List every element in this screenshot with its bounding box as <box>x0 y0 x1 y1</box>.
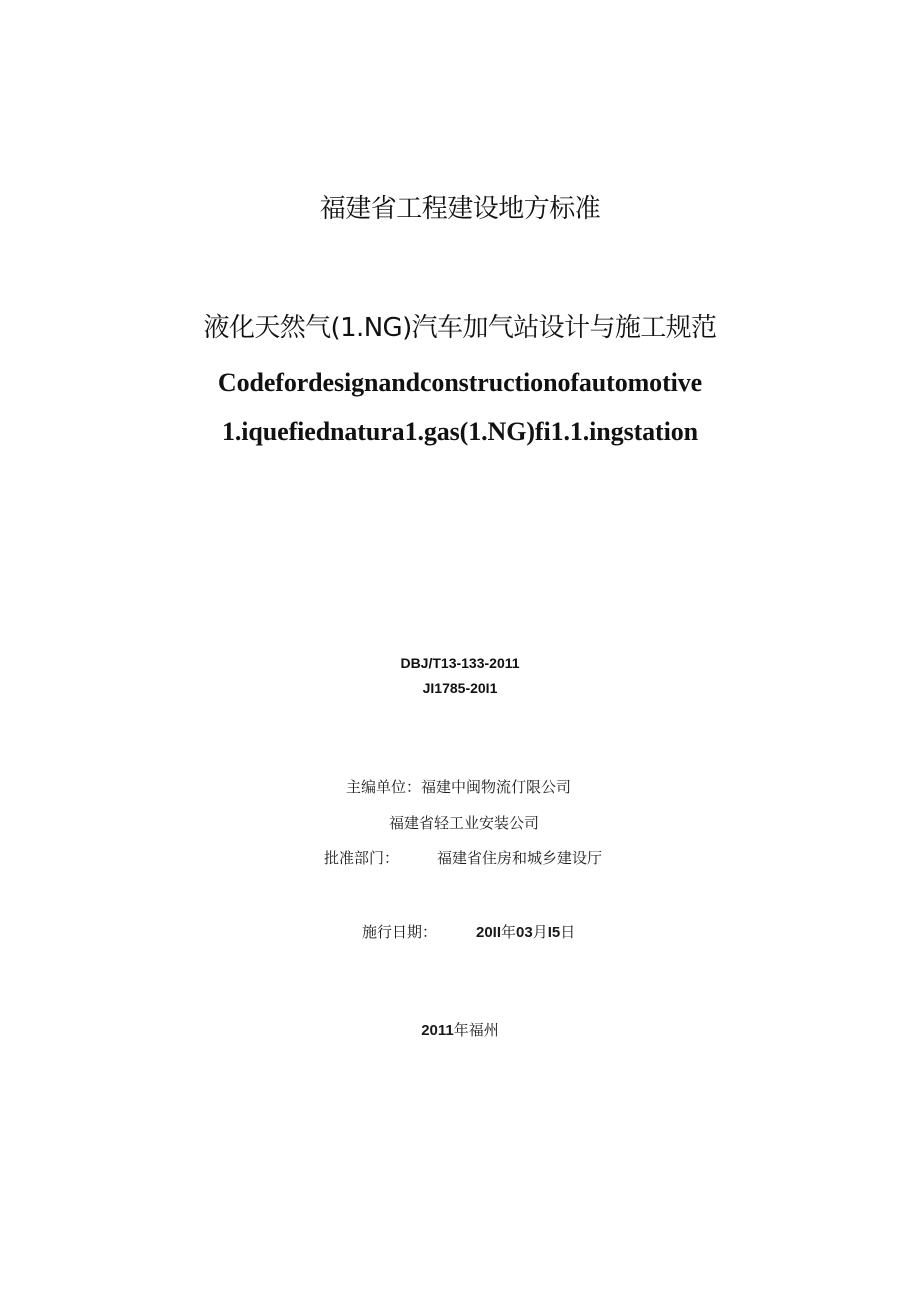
chief-editor-row <box>346 776 571 797</box>
co-editor-value: 福建省轻工业安装公司 <box>389 814 540 832</box>
effective-year: 20II <box>476 924 502 941</box>
publish-info <box>0 1019 920 1040</box>
publish-year: 2011 <box>421 1022 454 1039</box>
effective-year-unit: 年 <box>501 923 517 941</box>
publish-place: 年福州 <box>453 1021 499 1039</box>
standard-code: DBJ/T13-133-2011 <box>400 655 520 671</box>
standard-title-english-line-2: 1.iquefiednatura1.gas(1.NG)fi1.1.ingstation <box>221 417 698 446</box>
standard-title-english-line-1: Codefordesignandconstructionofautomotive <box>217 368 703 397</box>
effective-day: I5 <box>547 924 561 941</box>
effective-month: 03 <box>516 924 533 941</box>
effective-day-unit: 日 <box>560 923 576 941</box>
standard-title-chinese: 液化天然气(1.NG)汽车加气站设计与施工规范 <box>203 313 717 343</box>
approver-value: 福建省住房和城乡建设厅 <box>437 849 603 867</box>
effective-month-unit: 月 <box>532 923 548 941</box>
chief-editor-value: 福建中闽物流仃限公司 <box>421 778 572 796</box>
record-code: JI1785-20I1 <box>422 680 498 696</box>
effective-date-value <box>476 921 575 942</box>
chief-editor-label: 主编单位： <box>346 778 422 796</box>
series-title: 福建省工程建设地方标准 <box>319 194 601 224</box>
approver-label: 批准部门： <box>324 849 400 867</box>
effective-date-label: 施行日期： <box>362 923 438 941</box>
